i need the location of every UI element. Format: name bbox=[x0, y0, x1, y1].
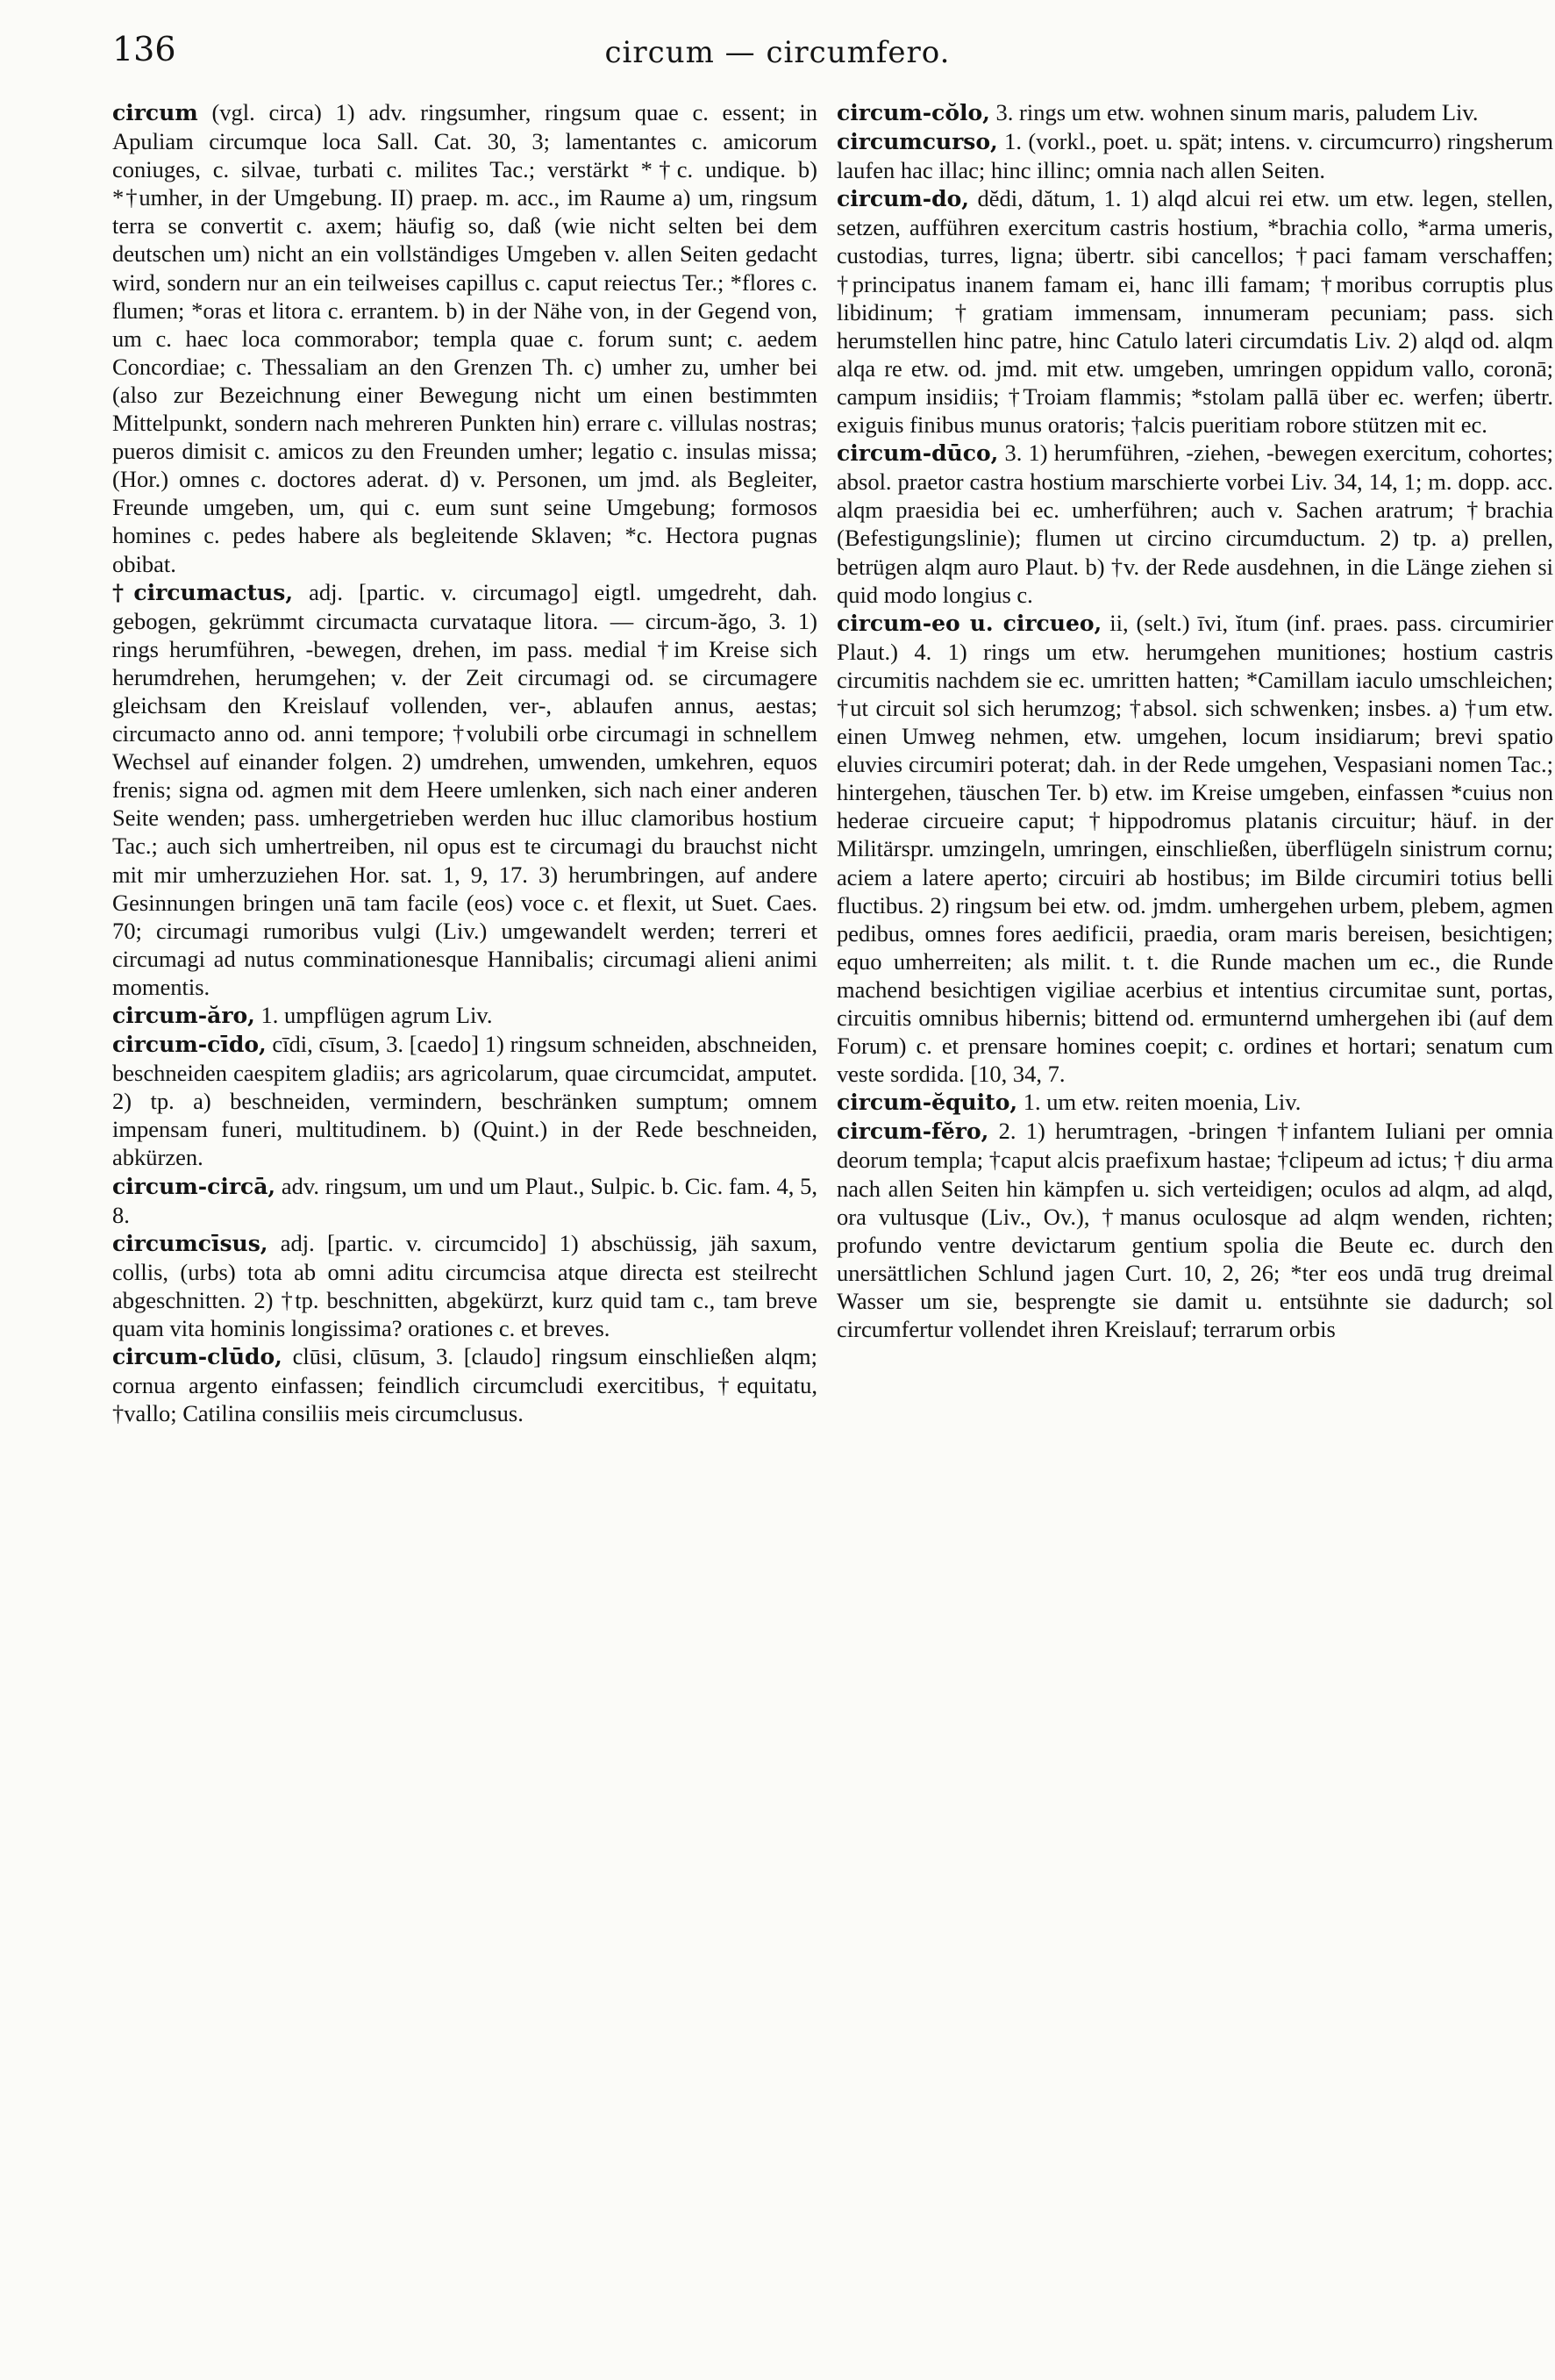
entry-lemma: circum-ăro, bbox=[112, 1003, 255, 1028]
dictionary-entry bbox=[837, 127, 1553, 184]
entry-definition: adj. [partic. v. circumago] eigtl. umgedreht, dah. gebogen, gekrümmt circumacta curvataque litora. — circum-ăgo, 3. 1) rings herumführen, -bewegen, drehen, im pass. medial †im Kreise sich herumdrehen, herumgehen; v. der Zeit circumagi od. se circumagere gleichsam den Kreislauf vollenden, ver-, ablaufen annus, aestas; circumacto anno od. anni tempore; †volubili orbe circumagi in schnellem Wechsel auf einander folgen. 2) umdrehen, umwenden, umkehren, equos frenis; signa od. agmen mit dem Heere umlenken, sich nach einer anderen Seite wenden; pass. umhergetrieben werden huc illuc clamoribus hostium Tac.; auch sich umhertreiben, nil opus est te circumagi du brauchst nicht mit mir umherzuziehen Hor. sat. 1, 9, 17. 3) herumbringen, auf andere Gesinnungen bringen unā tam facile (eos) voce c. et flexit, ut Suet. Caes. 70; circumagi rumoribus vulgi (Liv.) umgewandelt werden; terreri et circumagi ad nutus comminationesque Hannibalis; circumagi alieni animi momentis. bbox=[112, 578, 817, 1000]
entry-definition: adj. [partic. v. circumcido] 1) abschüssig, jäh saxum, collis, (urbs) tota ab omni aditu circumcisa atque directa est steilrecht abgeschnitten. 2) †tp. beschnitten, abgekürzt, kurz quid tam c., tam breve quam vita hominis longissima? orationes c. et breves. bbox=[112, 1229, 817, 1342]
dictionary-entry bbox=[837, 1117, 1553, 1343]
page-header bbox=[0, 30, 1555, 79]
dictionary-entry bbox=[112, 578, 817, 1001]
entry-lemma: circum-cīdo, bbox=[112, 1032, 267, 1058]
entry-lemma: circum bbox=[112, 100, 198, 125]
dictionary-entry bbox=[112, 1001, 817, 1030]
entry-definition: 1. umpflügen agrum Liv. bbox=[260, 1002, 493, 1028]
dictionary-entry bbox=[112, 1172, 817, 1229]
entry-definition: (vgl. circa) 1) adv. ringsumher, ringsum quae c. essent; in Apuliam circumque loca Sall. Cat. 30, 3; lamentantes c. amicorum coniuges, c. silvae, turbati c. milites Tac.; verstärkt *†c. undique. b) *†umher, in der Umgebung. II) praep. m. acc., im Raume a) um, ringsum terra se convertit c. axem; häufig so, daß (wie nicht selten bei dem deutschen um) nicht an ein vollständiges Umgeben v. allen Seiten gedacht wird, sondern nur an ein teilweises capillus c. caput reiectus Ter.; *flores c. flumen; *oras et litora c. errantem. b) in der Nähe von, in der Gegend von, um c. haec loca commorabor; templa quae c. forum sunt; c. aedem Concordiae; c. Thessaliam an den Grenzen Th. c) umher zu, umher bei (also zur Bezeichnung einer Bewegung nicht um einen bestimmten Mittelpunkt, sondern nach mehreren Punkten hin) errare c. villulas nostras; pueros dimisit c. amicos zu den Freunden umher; legatio c. insulas missa; (Hor.) omnes c. doctores aderat. d) v. Personen, um jmd. als Begleiter, Freunde umgeben, um, qui c. eum sunt seine Umgebung; formosos homines c. pedes habere als begleitende Sklaven; *c. Hectora pugnas obibat. bbox=[112, 99, 817, 577]
entry-lemma: circum-do, bbox=[837, 186, 969, 212]
entry-lemma: circum-cŏlo, bbox=[837, 100, 990, 125]
dictionary-entry bbox=[112, 1229, 817, 1342]
dictionary-entry bbox=[837, 98, 1553, 127]
entry-lemma: circum-eo u. circueo, bbox=[837, 610, 1102, 636]
dictionary-entry bbox=[837, 184, 1553, 439]
entry-definition: 3. 1) herumführen, -ziehen, -bewegen exercitum, cohortes; absol. praetor castra hostium marschierte vorbei Liv. 34, 14, 1; m. dopp. acc. alqm praesidia bei ec. umherführen; auch v. Sachen aratrum; †brachia (Befestigungslinie); flumen ut circino circumductum. 2) tp. a) prellen, betrügen alqm auro Plaut. b) †v. der Rede ausdehnen, in die Länge ziehen si quid modo longius c. bbox=[837, 440, 1553, 608]
entry-definition: cīdi, cīsum, 3. [caedo] 1) ringsum schneiden, abschneiden, beschneiden caespitem gladiis; ars agricolarum, quae circumcidat, amputet. 2) tp. a) beschneiden, vermindern, beschränken sumptum; omnem impensam funeri, multitudinem. b) (Quint.) in der Rede beschneiden, abkürzen. bbox=[112, 1031, 817, 1171]
page-number: 136 bbox=[112, 30, 176, 68]
entry-definition: adv. ringsum, um und um Plaut., Sulpic. b. Cic. fam. 4, 5, 8. bbox=[112, 1172, 817, 1228]
entry-definition: clūsi, clūsum, 3. [claudo] ringsum einschließen alqm; cornua argento einfassen; feindlich circumcludi exercitibus, †equitatu, †vallo; Catilina consiliis meis circumclusus. bbox=[112, 1343, 817, 1427]
entry-lemma: circum-circā, bbox=[112, 1173, 276, 1199]
entry-definition: 3. rings um etw. wohnen sinum maris, paludem Liv. bbox=[995, 99, 1479, 125]
dictionary-entry bbox=[837, 439, 1553, 609]
dictionary-entry bbox=[837, 609, 1553, 1089]
entry-lemma: circumcurso, bbox=[837, 129, 998, 155]
right-column bbox=[837, 98, 1553, 2353]
entry-lemma: circumcīsus, bbox=[112, 1230, 268, 1256]
dictionary-entry bbox=[112, 98, 817, 578]
dictionary-entry bbox=[837, 1088, 1553, 1117]
entry-lemma: †circumactus, bbox=[112, 579, 294, 605]
entry-definition: 2. 1) herumtragen, -bringen †infantem Iuliani per omnia deorum templa; †caput alcis praefixum hastae; †clipeum ad ictus; † diu arma nach allen Seiten hin kämpfen u. sich verteidigen; oculos ad alqm, ad alqd, ora vultusque (Liv., Ov.), †manus oculosque ad alqm wenden, richten; profundo ventre devictarum gentium spolia die Beute ec. durch den unersättlichen Schlund jagen Curt. 10, 2, 26; *ter eos undā trug dreimal Wasser um sie, besprengte sie damit u. entsühnte sie dadurch; sol circumfertur vollendet ihren Kreislauf; terrarum orbis bbox=[837, 1118, 1553, 1343]
running-head: circum — circumfero. bbox=[604, 35, 951, 70]
entry-definition: 1. um etw. reiten moenia, Liv. bbox=[1023, 1089, 1302, 1116]
entry-definition: dĕdi, dătum, 1. 1) alqd alcui rei etw. um etw. legen, stellen, setzen, aufführen exercitum castris hostium, *brachia collo, *arma umeris, custodias, turres, ligna; übertr. sibi cancellos; †paci famam verschaffen; †principatus inanem famam ei, hanc illi famam; †moribus corruptis plus libidinum; †gratiam immensam, innumeram pecuniam; pass. sich herumstellen hinc patre, hinc Catulo lateri circumdatis Liv. 2) alqd od. alqm alqa re etw. od. jmd. mit etw. umgeben, umringen oppidum vallo, coronā; campum insidiis; †Troiam flammis; *stolam pallā über ec. werfen; übertr. exiguis finibus munus oratoris; †alcis pueritiam robore stützen mit ec. bbox=[837, 185, 1553, 439]
entry-definition: ii, (selt.) īvi, ĭtum (inf. praes. pass. circumirier Plaut.) 4. 1) rings um etw. herumgehen munitiones; hostium castris circumitis nachdem sie ec. umritten hatten; *Camillam iaculo umschleichen; †ut circuit sol sich herumzog; †absol. sich schwenken; insbes. a) †um etw. einen Umweg nehmen, etw. umgehen, locum insidiarum; brevi spatio eluvies circumiri poterat; dah. in der Rede umgehen, Vespasiani nomen Tac.; hintergehen, täuschen Ter. b) etw. im Kreise umgeben, einfassen *cuius non hederae circueire caput; †hippodromus platanis circuitur; häuf. in der Militärspr. umzingeln, umringen, einschließen, überflügeln sinistrum cornu; aciem a latere aperto; circuiri ab hostibus; im Bilde circumiri totius belli fluctibus. 2) ringsum bei etw. od. jmdm. umhergehen urbem, plebem, agmen pedibus, omnes fores aedificii, praedia, oram maris bereisen, besichtigen; equo umherreiten; als milit. t. t. die Runde machen um ec., die Runde machend besichtigen vigiliae acerbius et intentius circumitae sunt, portas, circuitis omnibus hibernis; bittend od. ermunternd umhergehen ibi (auf dem Forum) c. et prensare homines coepit; c. ordines et hortari; senatum cum veste sordida. [10, 34, 7. bbox=[837, 609, 1553, 1088]
entry-lemma: circum-fĕro, bbox=[837, 1119, 989, 1145]
entry-definition: 1. (vorkl., poet. u. spät; intens. v. circumcurro) ringsherum laufen hac illac; hinc illinc; omnia nach allen Seiten. bbox=[837, 128, 1553, 184]
left-column bbox=[112, 98, 817, 2353]
dictionary-entry bbox=[112, 1342, 817, 1427]
entry-lemma: circum-ĕquito, bbox=[837, 1090, 1018, 1116]
dictionary-entry bbox=[112, 1030, 817, 1171]
entry-lemma: circum-dūco, bbox=[837, 440, 999, 467]
entry-lemma: circum-clūdo, bbox=[112, 1344, 282, 1370]
